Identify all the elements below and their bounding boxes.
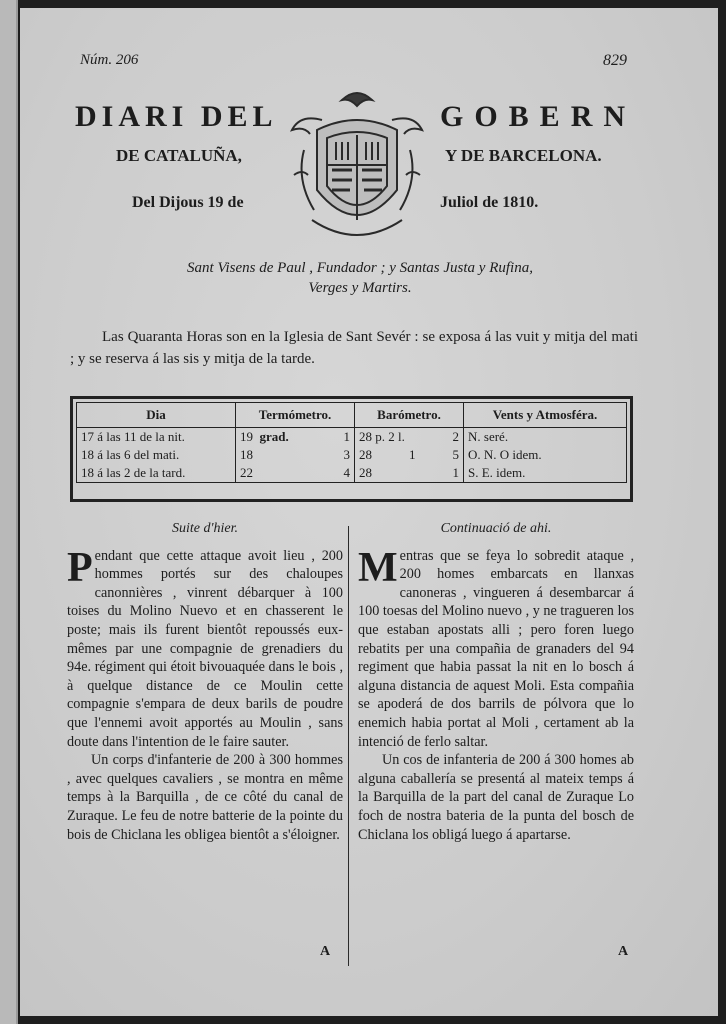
cell-baro-frac: 5 — [452, 447, 459, 462]
masthead-right: GOBERN — [440, 100, 637, 133]
newspaper-page — [20, 8, 718, 1016]
saints-of-the-day — [80, 258, 640, 298]
drop-cap: M — [358, 544, 398, 591]
paragraph: Mentras que se feya lo sobredit ataque , 200 homes embarcats en llanxas canoneras , vingueren á desembarcar á 100 toesas del Molino nuevo , y ne tragueren los que estaban apostats alli ; pero foren luego rebatits per una compañia de granaders del 94 regiment que habia passat la nit en lo bosch á alguna distancia de aquest Moli. Esta compañia se apoderá de dos barrils de pólvora que lo enemich habia portat al Moli , certament ab la intenció de ferlo saltar. — [358, 544, 634, 750]
paragraph: Un corps d'infanterie de 200 à 300 hommes , avec quelques cavaliers , se montra en même temps à la Barquilla , de ce côté du canal de Zuraque. Le feu de notre batterie de la pointe du bois de Chiclana les obligea bientôt a s'éloigner. — [67, 752, 343, 843]
weather-row — [77, 446, 627, 464]
book-gutter — [0, 0, 18, 1024]
column-divider — [348, 526, 349, 966]
quaranta-horas-notice: Las Quaranta Horas son en la Iglesia de Sant Sevér : se exposa á las vuit y mitja del mati ; y se reserva á las sis y mitja de la tarde. — [70, 329, 638, 367]
page-number: 829 — [603, 52, 627, 69]
weather-header-row — [77, 403, 627, 428]
cell-dia: 18 á las 6 del mati. — [77, 446, 236, 464]
column-heading: Continuació de ahi. — [440, 521, 552, 536]
saints-line-2: Verges y Martirs. — [308, 280, 412, 296]
saints-line-1: Sant Visens de Paul , Fundador ; y Santas Justa y Rufina, — [187, 260, 533, 276]
date-right: Juliol de 1810. — [440, 194, 539, 211]
cell-dia: 17 á las 11 de la nit. — [77, 428, 236, 447]
column-catalan — [358, 520, 634, 844]
weather-table — [76, 402, 627, 483]
cell-baro-frac: 1 — [452, 465, 459, 480]
cell-baro-frac: 2 — [452, 429, 459, 444]
signature-mark: A — [618, 944, 629, 959]
cell-baro: 28 — [359, 447, 372, 462]
header-dia: Dia — [77, 403, 236, 428]
cell-dia: 18 á las 2 de la tard. — [77, 464, 236, 483]
cell-baro: 28 p. 2 l. — [359, 429, 405, 444]
weather-table-frame — [70, 396, 633, 502]
cell-baro-mid: 1 — [409, 447, 416, 462]
signature-mark: A — [320, 944, 331, 959]
date-left: Del Dijous 19 de — [132, 194, 244, 211]
cell-temp: 22 — [240, 465, 253, 480]
cell-temp-frac: 4 — [343, 465, 350, 480]
cell-vents: S. E. idem. — [468, 465, 526, 480]
issue-number: Núm. 206 — [80, 52, 139, 68]
masthead-left: DIARI DEL — [75, 100, 278, 133]
cell-baro: 28 — [359, 465, 372, 480]
subtitle-right: Y DE BARCELONA. — [445, 146, 602, 165]
cell-temp-frac: 3 — [343, 447, 350, 462]
header-termometro: Termómetro. — [236, 403, 355, 428]
cell-temp: 19 grad. — [240, 429, 289, 444]
cell-vents: N. seré. — [468, 429, 509, 444]
header-vents: Vents y Atmosféra. — [464, 403, 627, 428]
paragraph: Pendant que cette attaque avoit lieu , 200 hommes portés sur des chaloupes canonnières , vinrent débarquer à 100 toises du Molino Nuevo et en chasserent le poste; mais ils furent bientôt repoussés eux-mêmes par une compagnie de grenadiers du 94e. régiment qui étoit bivouaquée dans le bois , à quelque distance de ce Moulin cette compagnie s'empara de deux barils de poudre que l'ennemi avoit apportés au Moulin , sans doute dans l'intention de le faire sauter. — [67, 544, 343, 750]
paragraph: Un cos de infanteria de 200 á 300 homes ab alguna caballería se presentá al mateix temps á la Barquilla de la part del canal de Zuraque Lo foch de nostra bateria de la punta del bosch de Chiclana los obligá luego á apartarse. — [358, 752, 634, 843]
coat-of-arms-icon — [282, 80, 432, 250]
column-heading: Suite d'hier. — [172, 521, 238, 536]
header-barometro: Barómetro. — [355, 403, 464, 428]
cell-temp-frac: 1 — [343, 429, 350, 444]
subtitle-left: DE CATALUÑA, — [116, 146, 242, 165]
cell-temp: 18 — [240, 447, 253, 462]
weather-row — [77, 464, 627, 483]
drop-cap: P — [67, 544, 93, 591]
column-french — [67, 520, 343, 844]
cell-vents: O. N. O idem. — [468, 447, 542, 462]
weather-row — [77, 428, 627, 447]
